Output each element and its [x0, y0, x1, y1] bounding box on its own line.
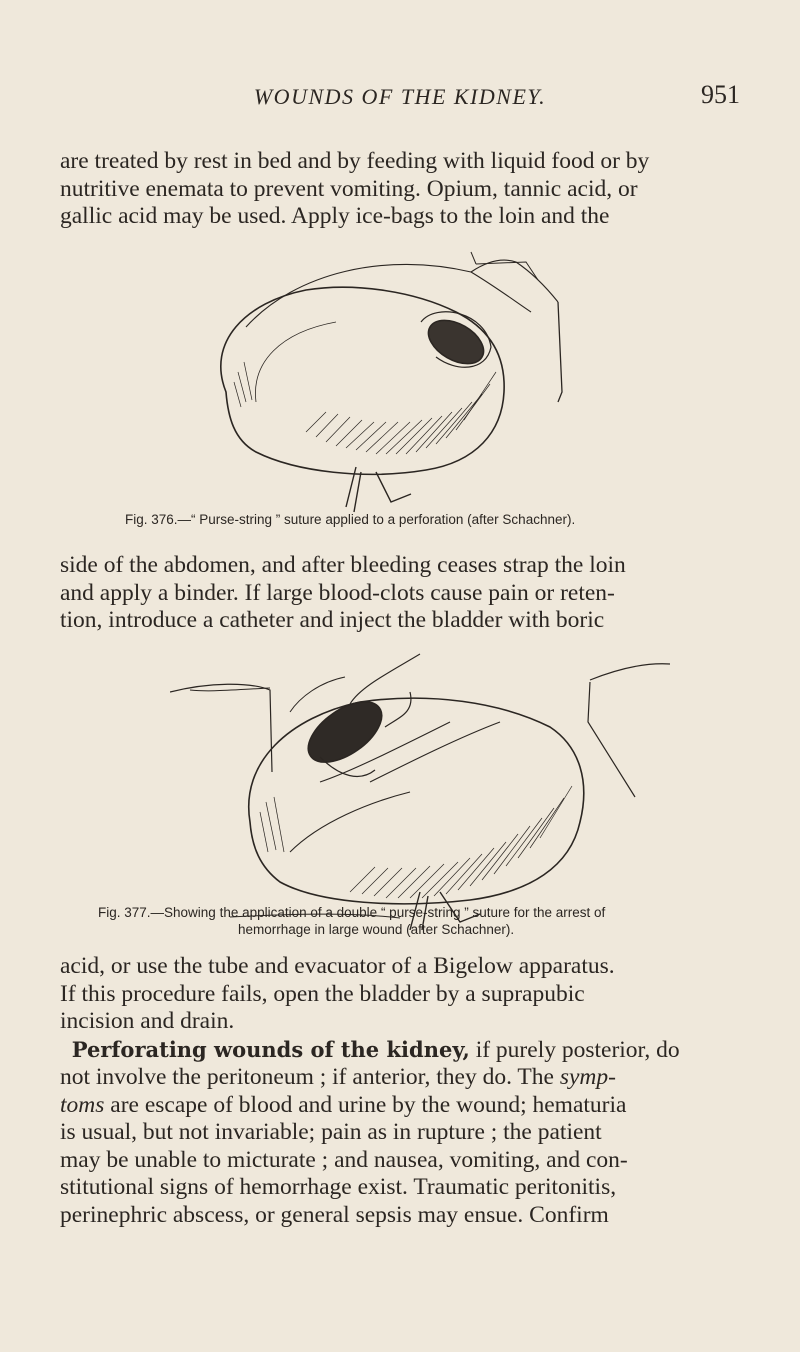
kidney-outline: [221, 287, 504, 474]
section-lead: Perforating wounds of the kidney,: [71, 1036, 470, 1062]
text-line: acid, or use the tube and evacuator of a Bigelow apparatus.: [60, 953, 615, 979]
text-line: [60, 1036, 740, 1065]
text-line: [60, 1092, 740, 1120]
text-line: If this procedure fails, open the bladder by a suprapubic: [60, 980, 585, 1007]
text-line: incision and drain.: [60, 1008, 235, 1034]
text-line: are treated by rest in bed and by feeding with liquid food or by: [60, 148, 650, 174]
figure-376-illustration: [186, 232, 590, 518]
text-line: gallic acid may be used. Apply ice-bags to the loin and the: [60, 203, 610, 229]
text-line: nutritive enemata to prevent vomiting. Opium, tannic acid, or: [60, 175, 638, 202]
page-number: 951: [701, 80, 740, 109]
text-line: and apply a binder. If large blood-clots cause pain or reten-: [60, 579, 615, 606]
figure-377-caption: [98, 904, 605, 938]
text-fragment: not involve the peritoneum ; if anterior, they do. The: [60, 1064, 554, 1090]
text-line: perinephric abscess, or general sepsis may ensue. Confirm: [60, 1201, 609, 1228]
page-header: [60, 80, 740, 118]
text-line: is usual, but not invariable; pain as in rupture ; the patient: [60, 1119, 602, 1145]
running-head: WOUNDS OF THE KIDNEY.: [253, 84, 547, 109]
paragraph-2: [60, 552, 740, 635]
figure-376-caption: Fig. 376.—“ Purse-string ” suture applied to a perforation (after Schachner).: [125, 512, 576, 527]
kidney-outline: [249, 698, 584, 904]
wound-clot: [298, 690, 392, 774]
italic-term: symp-: [553, 1064, 616, 1090]
figure-377-illustration: [170, 652, 670, 930]
italic-term: toms: [60, 1091, 105, 1118]
paragraph-3: [60, 953, 740, 1229]
text-fragment: if purely posterior, do: [469, 1036, 680, 1063]
membrane-flap: [246, 264, 531, 327]
caption-line: hemorrhage in large wound (after Schachner).: [238, 922, 515, 937]
text-fragment: are escape of blood and urine by the wound; hematuria: [104, 1091, 627, 1118]
text-line: side of the abdomen, and after bleeding ceases strap the loin: [60, 552, 626, 578]
text-line: stitutional signs of hemorrhage exist. Traumatic peritonitis,: [60, 1174, 617, 1200]
text-line: tion, introduce a catheter and inject the bladder with boric: [60, 607, 605, 633]
text-line: may be unable to micturate ; and nausea, vomiting, and con-: [60, 1146, 628, 1173]
caption-line: Fig. 377.—Showing the application of a double “ purse-string ” suture for the arrest of: [98, 905, 606, 920]
text-line: [60, 1064, 740, 1092]
paragraph-1: [60, 148, 740, 231]
